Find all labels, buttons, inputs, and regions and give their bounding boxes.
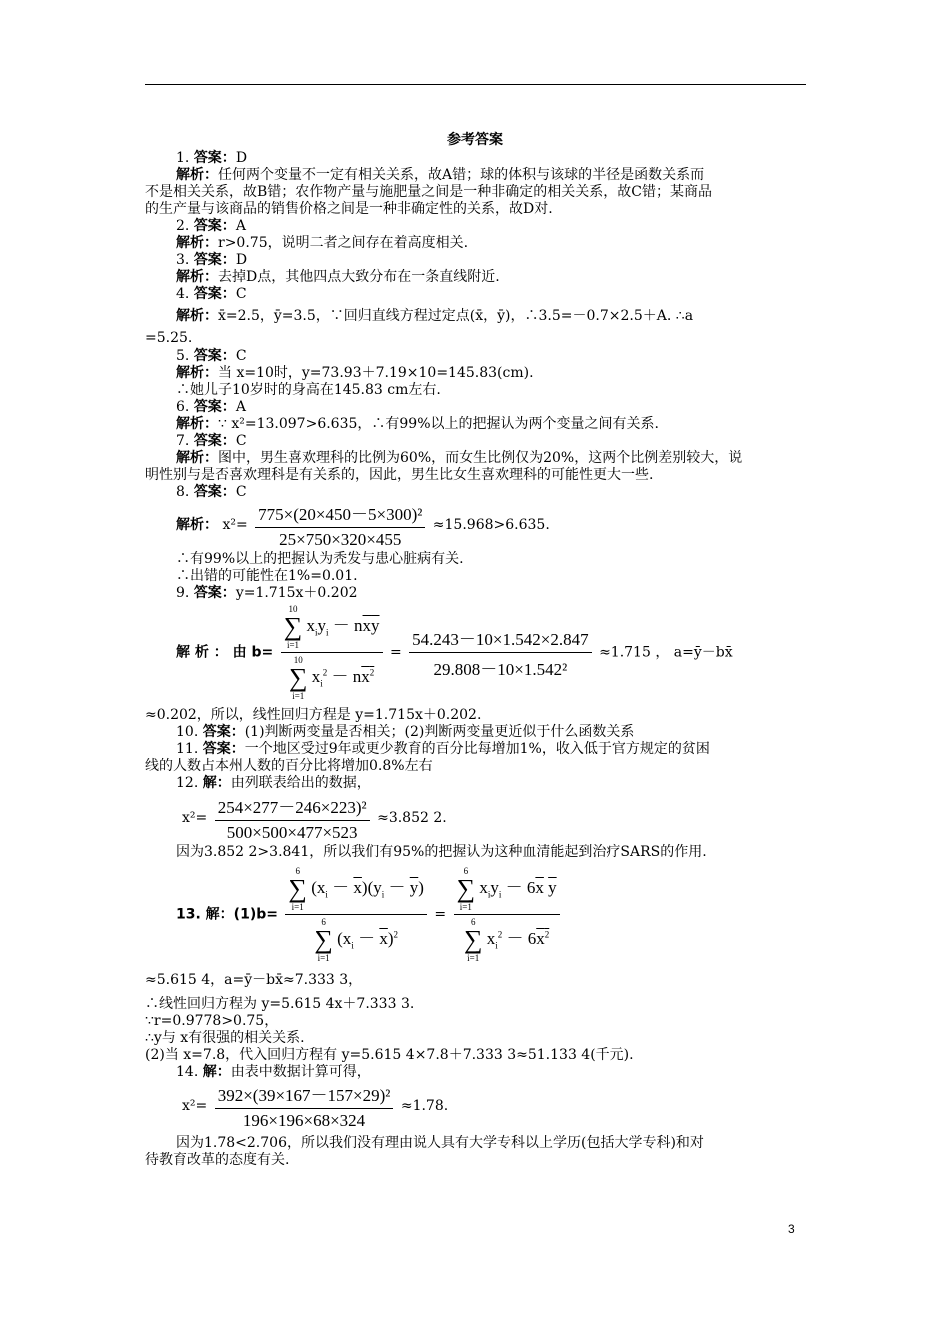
analysis-7-line1: 解析：图中，男生喜欢理科的比例为60%，而女生比例仅为20%，这两个比例差别较大，说 (176, 450, 743, 466)
analysis-13-line5: (2)当 x=7.8，代入回归方程有 y=5.615 4×7.8＋7.333 3≈51.133 4(千元). (145, 1047, 634, 1063)
formula-8-denominator: 25×750×320×455 (279, 530, 402, 549)
formula-8-lhs: x²= (222, 517, 248, 533)
analysis-1-line3: 的生产量与该商品的销售价格之间是一种非确定性的关系，故D对. (145, 201, 553, 217)
analysis-8-line1: ∴有99%以上的把握认为秃发与患心脏病有关. (176, 551, 464, 567)
answer-14: 14. 解：由表中数据计算可得， (176, 1064, 371, 1080)
analysis-7-line2: 明性别与是否喜欢理科是有关系的，因此，男生比女生喜欢理科的可能性更大一些. (145, 467, 654, 483)
sigma-icon: 6 ∑ i=1 (463, 917, 483, 963)
formula-14-fraction (215, 1081, 394, 1131)
formula-8 (176, 500, 550, 550)
analysis-5-line1: 解析：当 x=10时，y=73.93＋7.19×10=145.83(cm). (176, 365, 534, 381)
formula-9-sum-denominator: 10 ∑ i=1 $x_i^2 - nx^2$ (288, 655, 375, 701)
formula-9-fraction-sum (281, 604, 383, 701)
formula-9: 解 析 ： 由 b= 10 ∑ i=1 $x_iy_i - n\overline{x}\overline{y}$ 10 ∑ i=1 $x_i^2 - nx^2$ = $\frac{54.243-10\times 1.542\times 2.847}{\text{29.808－10×1.542²}}$ ≈1.715 ， a=ȳ－bx̄ (176, 604, 733, 701)
analysis-6: 解析：∵ x²=13.097>6.635，∴有99%以上的把握认为两个变量之间有关系. (176, 416, 659, 432)
formula-13-denominator-2: 6 ∑ i=1 $x_i^2 - 6x^2$ (463, 917, 550, 963)
page-title: 参考答案 (447, 132, 503, 148)
formula-14-numerator: 392×(39×167－157×29)² (215, 1081, 394, 1109)
analysis-3: 解析：去掉D点，其他四点大致分布在一条直线附近. (176, 269, 500, 285)
sigma-icon: 10 ∑ i=1 (283, 604, 303, 650)
sigma-icon: 10 ∑ i=1 (288, 655, 308, 701)
formula-9-denominator: 29.808－10×1.542² (433, 660, 568, 679)
formula-9-label: 解 析 ： 由 b= (176, 644, 274, 661)
formula-13-fraction-2 (454, 866, 560, 963)
analysis-2: 解析：r>0.75，说明二者之间存在着高度相关. (176, 235, 469, 251)
analysis-14-line2: 待教育改革的态度有关. (145, 1152, 290, 1168)
answer-6: 6. 答案：A (176, 399, 246, 415)
formula-9-fraction-values (409, 625, 591, 680)
analysis-14-line1: 因为1.78<2.706，所以我们没有理由说人具有大学专科以上学历(包括大学专科)和对 (176, 1135, 704, 1151)
answer-4: 4. 答案：C (176, 286, 247, 302)
analysis-5-line2: ∴她儿子10岁时的身高在145.83 cm左右. (176, 382, 441, 398)
formula-9-numerator: 54.243－10×1.542×2.847 (409, 625, 591, 653)
analysis-12: 因为3.852 2>3.841，所以我们有95%的把握认为这种血清能起到治疗SARS的作用. (176, 844, 707, 860)
formula-12-numerator: 254×277－246×223)² (215, 793, 370, 821)
formula-13-numerator-2: 6 ∑ i=1 $x_iy_i - 6\overline{x}$ $\overline{y}$ (454, 866, 560, 915)
formula-8-result: ≈15.968>6.635. (432, 517, 550, 533)
answer-2: 2. 答案：A (176, 218, 246, 234)
answer-8: 8. 答案：C (176, 484, 247, 500)
answer-3: 3. 答案：D (176, 252, 248, 268)
formula-12-fraction (215, 793, 370, 843)
formula-14-result: ≈1.78. (400, 1098, 449, 1114)
answer-12: 12. 解：由列联表给出的数据， (176, 775, 371, 791)
formula-12-denominator: 500×500×477×523 (226, 823, 358, 842)
sigma-icon: 6 ∑ i=1 (456, 866, 476, 912)
analysis-4-line1: 解析：x̄=2.5，ȳ=3.5，∵回归直线方程过定点(x̄，ȳ)，∴3.5=－0.7×2.5＋A. ∴a (176, 308, 694, 324)
answer-1: 1. 答案：D (176, 150, 248, 166)
formula-13-label: 13. 解：(1)b= (176, 906, 278, 923)
answer-10: 10. 答案：(1)判断两变量是否相关；(2)判断两变量更近似于什么函数关系 (176, 724, 635, 740)
formula-12-result: ≈3.852 2. (377, 810, 447, 826)
answer-7: 7. 答案：C (176, 433, 247, 449)
analysis-13-line4: ∴y与 x有很强的相关关系. (145, 1030, 305, 1046)
formula-13-denominator-1: 6 ∑ i=1 $(x_i - \overline{x})^2$ (314, 917, 398, 963)
answer-9: 9. 答案：y=1.715x＋0.202 (176, 585, 358, 601)
formula-9-result: ≈1.715 ， a=ȳ－bx̄ (599, 644, 733, 661)
formula-14-lhs: x²= (182, 1098, 208, 1114)
formula-14-denominator: 196×196×68×324 (242, 1111, 366, 1130)
formula-12-lhs: x²= (182, 810, 208, 826)
formula-9-sum-numerator: 10 ∑ i=1 $x_iy_i - n\overline{x}\overline{y}$ (281, 604, 383, 653)
sigma-icon: 6 ∑ i=1 (314, 917, 333, 963)
analysis-4-line2: =5.25. (145, 330, 193, 346)
sigma-icon: 6 ∑ i=1 (288, 866, 307, 912)
analysis-13-line3: ∵r=0.9778>0.75， (145, 1013, 279, 1029)
page-number: 3 (788, 1222, 795, 1236)
answer-5: 5. 答案：C (176, 348, 247, 364)
analysis-13-line2: ∴线性回归方程为 y=5.615 4x＋7.333 3. (145, 996, 415, 1012)
formula-13-numerator-1: 6 ∑ i=1 $(x_i - \overline{x})(y_i - \overline{y})$ (285, 866, 427, 915)
analysis-13-line1: ≈5.615 4，a=ȳ－bx̄≈7.333 3， (145, 972, 363, 988)
formula-8-fraction (255, 500, 425, 550)
formula-8-label: 解析： (176, 517, 218, 533)
answer-11-line2: 线的人数占本州人数的百分比将增加0.8%左右 (145, 758, 433, 774)
answer-11-line1: 11. 答案：一个地区受过9年或更少教育的百分比每增加1%，收入低于官方规定的贫困 (176, 741, 710, 757)
formula-8-numerator: 775×(20×450－5×300)² (255, 500, 425, 528)
analysis-1-line2: 不是相关关系，故B错；农作物产量与施肥量之间是一种非确定的相关关系，故C错；某商品 (145, 184, 712, 200)
header-rule (145, 84, 806, 85)
formula-13-fraction-1 (285, 866, 427, 963)
analysis-8-line2: ∴出错的可能性在1%=0.01. (176, 568, 358, 584)
analysis-1-line1: 解析：任何两个变量不一定有相关关系，故A错；球的体积与该球的半径是函数关系而 (176, 167, 705, 183)
formula-13: 13. 解：(1)b= 6 ∑ i=1 $(x_i - \overline{x})(y_i - \overline{y})$ 6 ∑ i=1 $(x_i - \overline{x})^2$ = 6 ∑ i=1 $x_iy_i - 6\overline{x}$ $\overline{y}$ 6 ∑ i=1 $x_i^2 - 6x^2$ (176, 866, 563, 963)
analysis-9: ≈0.202，所以，线性回归方程是 y=1.715x＋0.202. (145, 707, 482, 723)
formula-12 (182, 793, 447, 843)
formula-14 (182, 1081, 448, 1131)
